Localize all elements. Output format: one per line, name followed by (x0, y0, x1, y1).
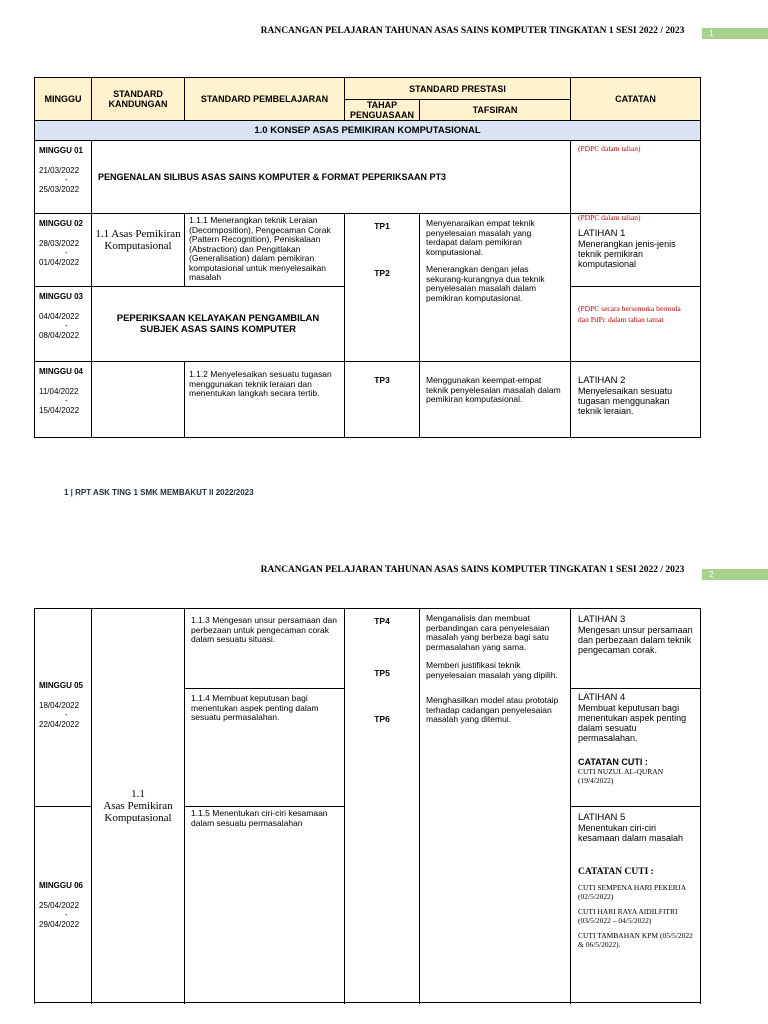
latihan-description: Menerangkan jenis-jenis teknik pemikiran komputasional (578, 238, 676, 269)
page-number-tab: 2 (702, 569, 768, 580)
tp-level: TP5 (374, 667, 390, 678)
rpt-table-page-1 (34, 77, 701, 438)
standard-kandungan (92, 609, 185, 1003)
tp-cell (345, 214, 420, 362)
online-note: (PDPC dalam talian) (578, 213, 641, 222)
week-name: MINGGU 03 (39, 292, 84, 301)
standard-pembelajaran: 1.1.4 Membuat keputusan bagi menentukan aspek penting dalam sesuatu permasalahan. (185, 689, 345, 807)
week-03-activity: PEPERIKSAAN KELAYAKAN PENGAMBILAN SUBJEK ASAS SAINS KOMPUTER (92, 287, 345, 362)
header-standard-pembelajaran: STANDARD PEMBELAJARAN (185, 78, 345, 121)
standard-kandungan: 1.1 Asas Pemikiran Komputasional (92, 214, 185, 287)
cuti-item: CUTI HARI RAYA AIDILFITRI (03/5/2022 – 04/5/2022) (578, 907, 678, 925)
latihan-title: LATIHAN 4 (578, 692, 626, 703)
catatan-cell (571, 362, 701, 438)
tp-description: Menghasilkan model atau prototaip terhadap cadangan penyelesaian masalah yang ditemui. (426, 695, 559, 724)
week-name: MINGGU 01 (39, 146, 84, 155)
document-title: RANCANGAN PELAJARAN TAHUNAN ASAS SAINS KOMPUTER TINGKATAN 1 SESI 2022 / 2023 (260, 26, 685, 36)
header-minggu: MINGGU (35, 78, 92, 121)
week-01-activity: PENGENALAN SILIBUS ASAS SAINS KOMPUTER & FORMAT PEPERIKSAAN PT3 (92, 141, 571, 214)
week-name: MINGGU 06 (39, 881, 84, 890)
week-end-date: 22/04/2022 (39, 719, 80, 729)
week-name: MINGGU 02 (39, 219, 84, 228)
week-start-date: 04/04/2022 (39, 311, 80, 321)
week-date-separator: - (65, 910, 68, 919)
standard-kandungan-number: 1.1 (131, 787, 145, 800)
header-tahap-penguasaan: TAHAP PENGUASAAN (345, 100, 420, 121)
latihan-title: LATIHAN 2 (578, 375, 626, 386)
tp-level: TP3 (345, 362, 420, 438)
catatan-cuti-title: CATATAN CUTI : (578, 757, 648, 767)
online-note: (PDPC dalam talian) (578, 144, 641, 153)
week-date-separator: - (65, 321, 68, 330)
tp-level: TP6 (374, 714, 390, 724)
latihan-description: Menentukan ciri-ciri kesamaan dalam masalah (578, 823, 684, 843)
standard-pembelajaran: 1.1.2 Menyelesaikan sesuatu tugasan menggunakan teknik leraian dan menentukan langkah secara tertib. (185, 362, 345, 438)
standard-pembelajaran: 1.1.3 Mengesan unsur persamaan dan perbezaan untuk pengecaman corak dalam sesuatu situasi. (185, 609, 345, 689)
header-standard-prestasi: STANDARD PRESTASI (345, 78, 571, 100)
tp-level: TP2 (374, 267, 390, 278)
page-footer: 1 | RPT ASK TING 1 SMK MEMBAKUT II 2022/2023 (64, 488, 254, 497)
tp-cell (345, 609, 420, 1003)
tp-level: TP4 (374, 616, 390, 626)
catatan-cell (571, 807, 701, 1003)
week-end-date: 15/04/2022 (39, 405, 80, 415)
cuti-item: CUTI TAMBAHAN KPM (05/5/2022 & 06/5/2022). (578, 931, 693, 949)
catatan-cuti-title: CATATAN CUTI : (578, 867, 654, 877)
header-tafsiran: TAFSIRAN (420, 100, 571, 121)
catatan-cell (571, 609, 701, 689)
tp-description: Menyenaraikan empat teknik penyelesaian masalah yang terdapat dalam pemikiran komputasional. (426, 218, 535, 257)
document-title: RANCANGAN PELAJARAN TAHUNAN ASAS SAINS KOMPUTER TINGKATAN 1 SESI 2022 / 2023 (260, 565, 685, 575)
tafsiran-cell (420, 609, 571, 1003)
catatan-cell (571, 141, 701, 214)
header-catatan: CATATAN (571, 78, 701, 121)
catatan-cell (571, 287, 701, 362)
standard-pembelajaran: 1.1.5 Menentukan ciri-ciri kesamaan dalam sesuatu permasalahan (185, 807, 345, 1003)
latihan-title: LATIHAN 1 (578, 227, 626, 239)
face-to-face-note: (PDPC secara bersemuka bermula dan PdPc dalam talian tamat (578, 304, 681, 324)
standard-kandungan-text: Asas Pemikiran Komputasional (103, 799, 173, 824)
latihan-description: Mengesan unsur persamaan dan perbezaan dalam teknik pengecaman corak. (578, 625, 693, 655)
catatan-cell (571, 689, 701, 807)
week-name: MINGGU 04 (39, 367, 84, 376)
week-end-date: 01/04/2022 (39, 257, 80, 267)
week-start-date: 18/04/2022 (39, 700, 80, 710)
latihan-description: Menyelesaikan sesuatu tugasan menggunakan teknik leraian. (578, 386, 673, 416)
week-start-date: 28/03/2022 (39, 238, 80, 248)
week-cell (35, 141, 92, 214)
latihan-title: LATIHAN 3 (578, 614, 626, 625)
tp-description: Menganalisis dan membuat perbandingan cara penyelesaian masalah yang berbeza bagi satu permasalahan yang sama. (426, 613, 550, 652)
section-title: 1.0 KONSEP ASAS PEMIKIRAN KOMPUTASIONAL (35, 121, 701, 141)
tp-level: TP1 (374, 221, 390, 231)
cuti-item: CUTI NUZUL AL-QURAN (19/4/2022) (578, 767, 664, 785)
week-cell (35, 362, 92, 438)
week-end-date: 29/04/2022 (39, 919, 80, 929)
tp-description: Menggunakan keempat-empat teknik penyelesaian masalah dalam pemikiran komputasional. (420, 362, 571, 438)
week-end-date: 25/03/2022 (39, 184, 80, 194)
latihan-title: LATIHAN 5 (578, 812, 626, 823)
latihan-description: Membuat keputusan bagi menentukan aspek penting dalam sesuatu permasalahan. (578, 703, 687, 743)
tp-description: Menerangkan dengan jelas sekurang-kurangnya dua teknik penyelesaian masalah dalam pemikiran komputasional. (426, 264, 545, 303)
week-date-separator: - (65, 710, 68, 719)
tafsiran-cell (420, 214, 571, 362)
week-name: MINGGU 05 (39, 681, 84, 690)
cuti-item: CUTI SEMPENA HARI PEKERJA (02/5/2022) (578, 883, 686, 901)
catatan-cell (571, 214, 701, 287)
week-start-date: 11/04/2022 (39, 386, 79, 396)
week-cell (35, 214, 92, 287)
week-cell (35, 807, 92, 1003)
page-number-tab: 1 (702, 28, 768, 39)
standard-pembelajaran: 1.1.1 Menerangkan teknik Leraian (Decomposition), Pengecaman Corak (Pattern Recognition), Peniskalaan (Abstraction) dan Pengitlakan (Generalisation) dalam pemikiran komputasional untuk menyelesaikan masalah (185, 214, 345, 287)
week-start-date: 25/04/2022 (39, 900, 80, 910)
week-cell (35, 287, 92, 362)
standard-kandungan-empty (92, 362, 185, 438)
week-start-date: 21/03/2022 (39, 165, 80, 175)
week-cell (35, 609, 92, 807)
week-end-date: 08/04/2022 (39, 330, 80, 340)
week-date-separator: - (65, 248, 68, 257)
week-date-separator: - (65, 396, 68, 405)
rpt-table-page-2 (34, 608, 701, 1003)
week-date-separator: - (65, 175, 68, 184)
header-standard-kandungan: STANDARD KANDUNGAN (92, 78, 185, 121)
tp-description: Memberi justifikasi teknik penyelesaian masalah yang dipilih. (426, 660, 558, 680)
